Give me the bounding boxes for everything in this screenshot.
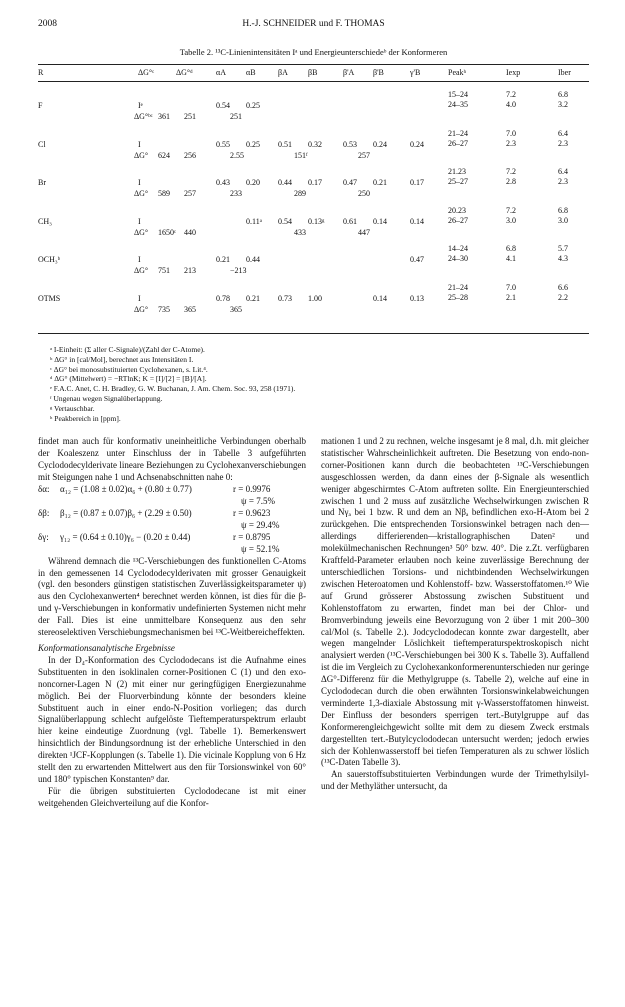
table-cell-value: 0.25	[246, 101, 260, 110]
table-cell-value: 0.17	[410, 178, 424, 187]
table-cell-value: 257	[358, 150, 370, 160]
table-footnotes	[50, 345, 590, 423]
paragraph: In der D₄-Konformation des Cyclododecans ist die Aufnahme eines Substituenten in den isoklinalen corner-Positionen C (1) und den exo-noncorner-Lagen N (2) mit einer nur geringfügigen Energiezunahme möglich. Bei der Fluorverbindung könnte der besonders kleine Substituent auch in einer endo-N-Position vorliegen; das durch Signalüberlappung schlecht aufgelöste Tieftemperaturspektrum erlaubt hier keine eindeutige Zuordnung (vgl. Tabelle 1). Bemerkenswert hinsichtlich der Bindungsordnung ist der erhebliche Unterschied in den direkten ¹JCF-Kopplungen (s. Tabelle 1). Die vicinale Kopplung von 6 Hz stellt den zu erwartenden Mittelwert aus den für Torsionswinkel von 60° und 180° typischen Konstanten⁹ dar.	[38, 654, 306, 784]
table-cell-value: 589	[158, 189, 170, 198]
table-cell-value: 251	[184, 112, 196, 121]
table-cell-value: 0.54	[278, 216, 292, 226]
table-cell-peak: 24–30	[448, 254, 468, 263]
table-cell-substituent: OCH₃ᵇ	[38, 255, 61, 264]
table-cell-value: 0.47	[410, 255, 424, 264]
footnote: ᶠ Ungenau wegen Signalüberlappung.	[50, 393, 163, 403]
table-cell-value: 7.2	[506, 205, 516, 215]
table-cell-value: 0.17	[308, 178, 322, 187]
column-header: Iexp	[506, 68, 521, 77]
table-cell-label: Iᵉ	[138, 101, 143, 110]
table-cell-value: 7.0	[506, 128, 516, 138]
equation-psi: ψ = 29.4%	[241, 519, 280, 530]
table-cell-value: 6.8	[558, 205, 568, 215]
table-cell-value: 433	[294, 227, 306, 237]
paragraph: Während demnach die ¹³C-Verschiebungen des funktionellen C-Atoms in den gemessenen 14 Cyclododecylderivaten mit grosser Genauigkeit (vgl. den besonders günstigen statistischen Zuverlässigkeitsparameter ψ) aus den Cyclohexanwerten⁴ berechnet werden können, ist dies für die β- und γ-Verschiebungen in konformativ undefinierten Systemen nicht mehr der Fall. Dies ist eine unmittelbare Konsequenz aus den sehr stereoselektiven Verschiebungsmechanismen bei ¹³C-Weitbereicheffekten.	[38, 555, 306, 638]
paragraph: An sauerstoffsubstituierten Verbindungen wurde der Trimethylsilyl- und der Methyläther untersucht, da	[321, 769, 589, 792]
table-header-row	[38, 68, 589, 80]
table-cell-label: ΔG°	[134, 304, 149, 314]
table-cell-value: 6.4	[558, 128, 568, 138]
table-cell-label: ΔG°	[134, 266, 149, 275]
table-cell-peak: 20.23	[448, 205, 466, 215]
table-cell-value: 2.3	[558, 138, 568, 148]
table-cell-value: 1.00	[308, 293, 322, 303]
table-cell-substituent: F	[38, 101, 43, 110]
paragraph: mationen 1 und 2 zu rechnen, welche insgesamt je 8 mal, d.h. mit gleicher statistischer Wahrscheinlichkeit auftreten. Die Besetzung von endo-non-corner-Positionen kann durch die beobachteten ¹³C-Verschiebungen ausgeschlossen werden, da dann eines der β-Signale als wesentlich weniger abgeschirmtes C-Atom auftreten sollte. Ein Energieunterschied zwischen 1 und 2 muss auf zusätzliche Wechselwirkungen zwischen R und Nγₐ bei 1 bzw. R und dem an Nβₐ befindlichen exo-H-Atom bei 2 zurückgehen. Die entsprechenden Torsionswinkel betragen nach den—allerdings differierenden—kristallographischen Daten² und molekülmechanischen Rechnungen³ 50° bzw. 40°. Die z.Zt. verfügbaren Kraftfeld-Parameter erlauben noch keine zuverlässige Berechnung der unterschiedlichen Torsions- und nichtbindenden Wechselwirkungen zwischen Heteroatomen und Kohlenstoff- bzw. Wasserstoffatomen.¹⁰ Wie auf Grund grösserer Abstossung zwischen Substituent und Kohlenstoffatom zu erwarten, findet man bei der Chlor- und Bromverbindung jeweils eine Bevorzugung von 2 über 1 mit 200–300 cal/Mol (s. Tabelle 2.). Jodcyclododecan konnte zwar dargestellt, aber wegen mangelnder Löslichkeit tieftemperaturspektroskopisch nicht analysiert werden (¹³C-Verschiebungen bei 300 K s. Tabelle 3). Auffallend ist die im Vergleich zu Cyclohexankonformerenunterschieden nur geringe ΔG°-Differenz für die Methylgruppe (s. Tabelle 2), welche auf eine in Cyclododecan durch die oben erwähnten Torsionswinkelabweichungen verminderte 1,3-diaxiale Abstossung mit γ-Wasserstoffatomen hinweist. Der Einfluss der besonders sperrigen tert.-Butylgruppe auf das Konformerengleichgewicht sollte mit dem zu diesem Zweck erstmals dargestellten tert.-Butylcyclododecan untersucht werden; jedoch erwies sich der Kohlenwasserstoff bei tiefen Temperaturen als zu schwer löslich (¹³C-Daten Tabelle 3).	[321, 436, 589, 768]
footnote: ᵃ I-Einheit: (Σ aller C-Signale)/(Zahl der C-Atome).	[50, 345, 205, 354]
table-cell-value: 0.44	[278, 178, 292, 187]
table-cell-peak: 14–24	[448, 244, 468, 253]
table-cell-label: I	[138, 216, 141, 226]
table-cell-value: 6.4	[558, 167, 568, 176]
equation-alpha	[38, 484, 306, 508]
column-header: β'A	[343, 68, 355, 77]
table-top-rule	[38, 64, 589, 65]
column-header: αB	[246, 68, 256, 77]
table-cell-label: I	[138, 293, 141, 303]
table-cell-value: 0.13ᵍ	[308, 216, 325, 226]
right-column	[321, 436, 589, 793]
column-header: αA	[216, 68, 226, 77]
table-cell-value: 2.1	[506, 292, 516, 302]
table-cell-label: I	[138, 139, 141, 149]
table-cell-label: ΔG°	[134, 189, 149, 198]
column-header: ΔG°ᶜ	[138, 68, 155, 77]
table-cell-value: 0.55	[216, 139, 230, 149]
table-cell-value: 0.44	[246, 255, 260, 264]
table-cell-value: 0.21	[216, 255, 230, 264]
table-cell-value: 1650ᶜ	[158, 227, 177, 237]
table-cell-value: 3.2	[558, 100, 568, 109]
table-cell-substituent: OTMS	[38, 293, 61, 303]
table-cell-value: 6.8	[558, 90, 568, 99]
table-cell-peak: 21–24	[448, 128, 468, 138]
left-column	[38, 436, 306, 810]
table-cell-peak: 25–28	[448, 292, 468, 302]
table-cell-value: 0.73	[278, 293, 292, 303]
table-header-rule	[38, 81, 589, 82]
table-cell-value: 0.13	[410, 293, 424, 303]
table-cell-value: 2.8	[506, 177, 516, 186]
column-header: β'B	[373, 68, 384, 77]
table-cell-value: 0.78	[216, 293, 230, 303]
equation-body: β₁₂ = (0.87 ± 0.07)β₆ + (2.29 ± 0.50)	[60, 507, 192, 518]
table-cell-value: 0.14	[373, 293, 387, 303]
table-cell-value: 7.2	[506, 90, 516, 99]
table-cell-value: 2.2	[558, 292, 568, 302]
footnote: ᵍ Vertauschbar.	[50, 403, 95, 413]
table-cell-value: 0.25	[246, 139, 260, 149]
table-cell-value: 0.61	[343, 216, 357, 226]
table-cell-value: 447	[358, 227, 370, 237]
equation-gamma	[38, 532, 306, 556]
table-cell-value: 6.6	[558, 282, 568, 292]
table-cell-value: 751	[158, 266, 170, 275]
column-header: βB	[308, 68, 318, 77]
table-cell-label: ΔG°	[134, 150, 149, 160]
table-cell-peak: 25–27	[448, 177, 468, 186]
table-cell-value: 4.1	[506, 254, 516, 263]
table-cell-value: 0.43	[216, 178, 230, 187]
table-cell-value: 0.20	[246, 178, 260, 187]
table-cell-value: 7.2	[506, 167, 516, 176]
column-header: R	[38, 68, 44, 77]
footnote: ᶜ ΔG° bei monosubstituierten Cyclohexanen, s. Lit.⁴.	[50, 364, 208, 374]
table-cell-value: 0.21	[246, 293, 260, 303]
table-cell-value: 151ᶠ	[294, 150, 308, 160]
paragraph: Für die übrigen substituierten Cyclododecane ist mit einer weitgehenden Gleichverteilung auf die Konfor-	[38, 785, 306, 808]
table-cell-value: 5.7	[558, 244, 568, 253]
equation-label: δα:	[38, 483, 50, 494]
table-cell-value: 0.47	[343, 178, 357, 187]
table-caption: Tabelle 2. ¹³C-Linienintensitäten Iᵃ und Energieunterschiedeᵇ der Konformeren	[179, 47, 448, 57]
table-cell-value: 624	[158, 150, 170, 160]
table-cell-substituent: CH₃	[38, 216, 52, 226]
equation-label: δβ:	[38, 507, 50, 518]
paragraph: findet man auch für konformativ uneinheitliche Verbindungen oberhalb der Koaleszenz unter Einschluss der in Tabelle 3 aufgeführten Cyclododecylderivate lineare Beziehungen zu Cyclohexanverschiebungen mit Steigungen nahe 1 und Achsenabschnitten nahe 0:	[38, 436, 306, 482]
table-cell-peak: 24–35	[448, 100, 468, 109]
table-cell-peak: 15–24	[448, 90, 468, 99]
equation-psi: ψ = 52.1%	[241, 543, 280, 554]
table-cell-value: 2.3	[558, 177, 568, 186]
equation-beta	[38, 508, 306, 532]
column-header: γ'B	[410, 68, 421, 77]
table-cell-value: 250	[358, 189, 370, 198]
table-cell-substituent: Br	[38, 178, 46, 187]
table-cell-value: 256	[184, 150, 196, 160]
table-cell-value: 289	[294, 189, 306, 198]
table-cell-value: 2.55	[230, 150, 244, 160]
table-cell-value: 361	[158, 112, 170, 121]
table-cell-peak: 26–27	[448, 215, 468, 225]
equation-psi: ψ = 7.5%	[241, 495, 275, 506]
table-cell-label: I	[138, 178, 141, 187]
table-cell-value: 0.51	[278, 139, 292, 149]
table-cell-value: 0.24	[410, 139, 424, 149]
footnote: ᵉ F.A.C. Anet, C. H. Bradley, G. W. Buchanan, J. Am. Chem. Soc. 93, 258 (1971).	[50, 384, 296, 394]
table-cell-value: 213	[184, 266, 196, 275]
table-cell-value: 0.54	[216, 101, 230, 110]
footnote: ᵇ ΔG° in [cal/Mol], berechnet aus Intensitäten I.	[50, 354, 194, 364]
page-number: 2008	[38, 19, 57, 29]
table-cell-value: 0.32	[308, 139, 322, 149]
table-cell-value: 3.0	[558, 215, 568, 225]
table-cell-value: 233	[230, 189, 242, 198]
table-cell-peak: 26–27	[448, 138, 468, 148]
table-cell-peak: 21–24	[448, 282, 468, 292]
table-cell-value: 0.14	[373, 216, 387, 226]
table-cell-label: I	[138, 255, 141, 264]
table-cell-value: 735	[158, 304, 170, 314]
table-cell-label: ΔG°	[134, 227, 149, 237]
table-cell-value: 2.3	[506, 138, 516, 148]
column-header: ΔG°ᵈ	[176, 68, 193, 77]
running-header	[38, 19, 589, 33]
table-cell-value: 6.8	[506, 244, 516, 253]
table-cell-value: 3.0	[506, 215, 516, 225]
footnote: ᵈ ΔG° (Mittelwert) = −RTlnK; K = [I]/[2] = [B]/[A].	[50, 374, 207, 384]
equation-body: γ₁₂ = (0.64 ± 0.10)γ₆ − (0.20 ± 0.44)	[60, 531, 191, 542]
table-cell-value: 4.3	[558, 254, 568, 263]
table-cell-value: 0.14	[410, 216, 424, 226]
table-bottom-rule	[38, 333, 589, 334]
table-cell-value: −213	[230, 266, 247, 275]
table-cell-value: 365	[230, 304, 242, 314]
equation-r: r = 0.9623	[233, 507, 271, 518]
equation-r: r = 0.8795	[233, 531, 271, 542]
table-cell-peak: 21.23	[448, 167, 466, 176]
footnote: ʰ Peakbereich in [ppm].	[50, 413, 121, 423]
table-cell-value: 0.24	[373, 139, 387, 149]
running-title: H.-J. SCHNEIDER und F. THOMAS	[242, 19, 385, 29]
column-header: Peakʰ	[448, 68, 467, 77]
table-cell-label: ΔG°ᵇᶜ	[134, 112, 153, 121]
equation-label: δγ:	[38, 531, 49, 542]
table-cell-value: 365	[184, 304, 196, 314]
section-heading: Konformationsanalytische Ergebnisse	[38, 642, 175, 653]
table-cell-value: 257	[184, 189, 196, 198]
column-header: βA	[278, 68, 288, 77]
table-cell-value: 440	[184, 227, 196, 237]
table-cell-value: 0.21	[373, 178, 387, 187]
table-cell-value: 251	[230, 112, 242, 121]
table-cell-value: 0.11ᵃ	[246, 216, 262, 226]
equation-r: r = 0.9976	[233, 483, 271, 494]
table-cell-value: 7.0	[506, 282, 516, 292]
equation-body: α₁₂ = (1.08 ± 0.02)α₆ + (0.80 ± 0.77)	[60, 483, 192, 494]
table-cell-value: 0.53	[343, 139, 357, 149]
table-cell-value: 4.0	[506, 100, 516, 109]
table-cell-substituent: Cl	[38, 139, 46, 149]
column-header: Iber	[558, 68, 571, 77]
